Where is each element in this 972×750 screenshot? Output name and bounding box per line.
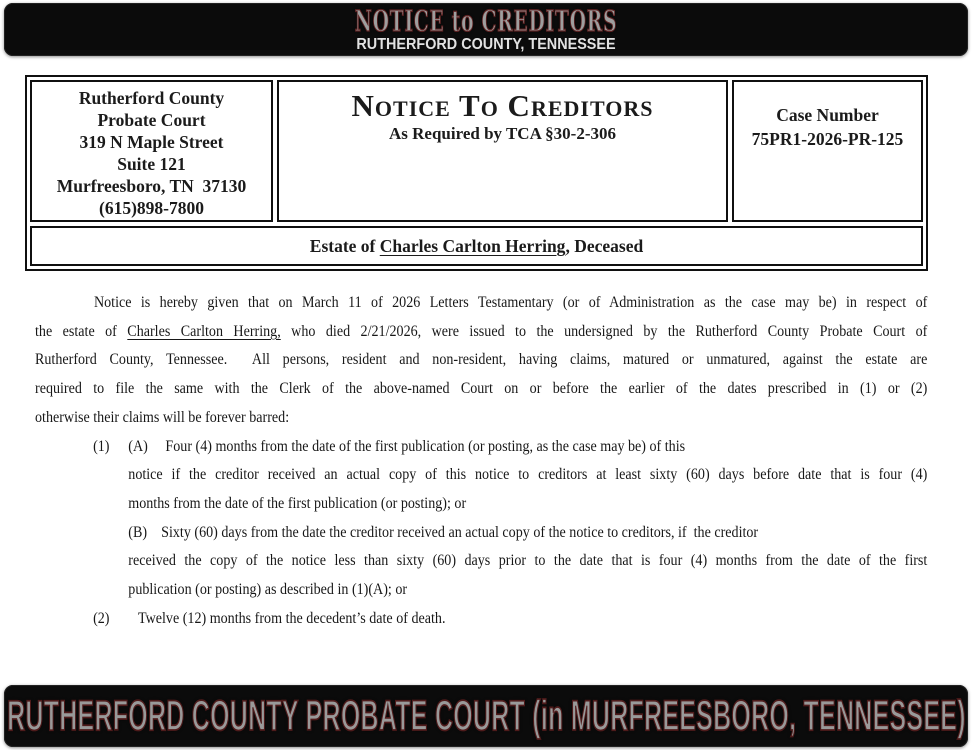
notice-title-cell: [277, 80, 728, 222]
decedent-name: Charles Carlton Herring: [379, 235, 566, 256]
paragraph-line-1: Notice is hereby given that on March 11 of 2026 Letters Testamentary (or of Administration as the case may be) in respect of: [93, 294, 928, 311]
header-table: [25, 75, 928, 271]
case-number-label: Case Number: [776, 105, 879, 125]
list-item-1-marker: (1): [93, 437, 110, 455]
list-item-2-marker: (2): [93, 609, 110, 627]
paragraph-line-2: [35, 318, 927, 347]
top-banner-subtitle: RUTHERFORD COUNTY, TENNESSEE: [356, 36, 616, 53]
notice-body: [35, 289, 927, 633]
list-item-1a-lines: (A) Four (4) months from the date of the first publication (or posting, as the case may be) of this notice if the creditor received an actual copy of this notice to creditors at least sixty (60) days before date that is four (4) months from the date of the first publication (or posting); or: [128, 437, 928, 512]
decedent-name-inline: Charles Carlton Herring,: [127, 322, 281, 340]
estate-row: [30, 226, 923, 266]
bottom-banner: [4, 685, 968, 747]
notice-statute: As Required by TCA §30-2-306: [388, 124, 616, 143]
paragraph-line-2-before: the estate of: [35, 322, 128, 340]
list-item-1a: [93, 433, 928, 519]
header-row-main: [30, 80, 923, 222]
top-banner-title: NOTICE to CREDITORS: [354, 4, 618, 38]
case-number-cell: [732, 80, 923, 222]
estate-prefix: Estate of: [309, 235, 380, 256]
top-banner: [4, 3, 968, 56]
list-item-2: [93, 605, 927, 634]
paragraph-line-4: required to file the same with the Clerk of the above-named Court on or before the earlier of the dates prescribed in (1) or (2): [35, 380, 928, 398]
paragraph-line-3: Rutherford County, Tennessee. All persons, resident and non-resident, having claims, matured or unmatured, against the estate are: [35, 351, 928, 369]
bottom-banner-text: RUTHERFORD COUNTY PROBATE COURT (in MURFREESBORO, TENNESSEE): [6, 691, 966, 740]
case-number-value: 75PR1-2026-PR-125: [751, 129, 904, 149]
notice-title: Notice To Creditors: [351, 88, 654, 123]
list-item-1b: [128, 519, 927, 605]
court-address-cell: Rutherford County Probate Court 319 N Maple Street Suite 121 Murfreesboro, TN 37130 (615)898-7800: [30, 80, 273, 222]
paragraph-line-2-after: who died 2/21/2026, were issued to the undersigned by the Rutherford County Probate Court of: [280, 322, 928, 340]
list-item-1b-lines: (B) Sixty (60) days from the date the creditor received an actual copy of the notice to creditors, if the creditor received the copy of the notice less than sixty (60) days prior to the date that is four (4) months from the date of the first publication (or posting) as described in (1)(A); or: [128, 523, 928, 599]
paragraph-line-5: otherwise their claims will be forever barred:: [35, 408, 290, 426]
estate-suffix: , Deceased: [565, 235, 644, 256]
deadline-list: [93, 433, 928, 634]
list-item-2-text: Twelve (12) months from the decedent’s date of death.: [137, 609, 446, 627]
